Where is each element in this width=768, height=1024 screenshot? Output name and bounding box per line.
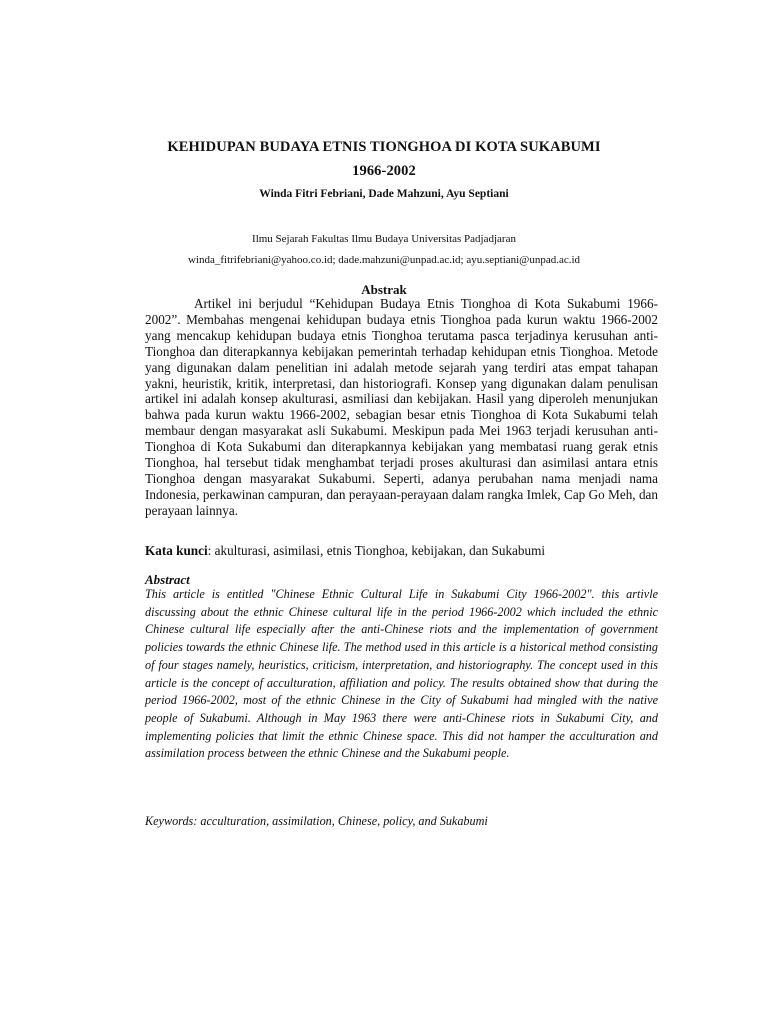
affiliation-institution: Ilmu Sejarah Fakultas Ilmu Budaya Universitas Padjadjaran [252, 233, 516, 245]
paper-title-line-1: KEHIDUPAN BUDAYA ETNIS TIONGHOA DI KOTA SUKABUMI [167, 139, 601, 155]
kata-kunci [145, 543, 658, 559]
keywords: Keywords: acculturation, assimilation, Chinese, policy, and Sukabumi [145, 814, 488, 828]
kata-kunci-label: Kata kunci [145, 543, 208, 558]
abstrak-body: Artikel ini berjudul “Kehidupan Budaya Etnis Tionghoa di Kota Sukabumi 1966-2002”. Membahas mengenai kehidupan budaya etnis Tionghoa pada kurun waktu 1966-2002 yang mencakup kehidupan budaya etnis Tionghoa terutama pasca terjadinya kerusuhan anti-Tionghoa dan diterapkannya kebijakan pemerintah terhadap kehidupan etnis Tionghoa. Metode yang digunakan dalam penelitian ini adalah metode sejarah yang terdiri atas empat tahapan yakni, heuristik, kritik, interpretasi, dan historiografi. Konsep yang digunakan dalam penulisan artikel ini adalah konsep akulturasi, asmiliasi dan kebijakan. Hasil yang diperoleh menunjukan bahwa pada kurun waktu 1966-2002, sebagian besar etnis Tionghoa di Kota Sukabumi telah membaur dengan masyarakat asli Sukabumi. Meskipun pada Mei 1963 terjadi kerusuhan anti-Tionghoa di Kota Sukabumi dan diterapkannya kebijakan yang membatasi ruang gerak etnis Tionghoa, hal tersebut tidak menghambat terjadi proses akulturasi dan asimilasi antara etnis Tionghoa dengan masyarakat Sukabumi. Seperti, adanya perubahan nama menjadi nama Indonesia, perkawinan campuran, dan perayaan-perayaan dalam rangka Imlek, Cap Go Meh, dan perayaan lainnya. [145, 296, 658, 518]
affiliation-emails: winda_fitrifebriani@yahoo.co.id; dade.mahzuni@unpad.ac.id; ayu.septiani@unpad.ac.id [187, 254, 581, 266]
abstract-body: This article is entitled "Chinese Ethnic Cultural Life in Sukabumi City 1966-2002". this artivle discussing about the ethnic Chinese cultural life in the period 1966-2002 which included the ethnic Chinese cultural life especially after the anti-Chinese riots and the implementation of government policies towards the ethnic Chinese life. The method used in this article is a historical method consisting of four stages namely, heuristics, criticism, interpretation, and historiography. The concept used in this article is the concept of acculturation, affiliation and policy. The results obtained show that during the period 1966-2002, most of the ethnic Chinese in the City of Sukabumi had mingled with the native people of Sukabumi. Although in May 1963 there were anti-Chinese riots in Sukabumi City, and implementing policies that limit the ethnic Chinese space. This did not hamper the acculturation and assimilation process between the ethnic Chinese and the Sukabumi people. [145, 587, 658, 761]
paper-title-line-2: 1966-2002 [352, 163, 416, 179]
kata-kunci-text: : akulturasi, asimilasi, etnis Tionghoa, kebijakan, dan Sukabumi [207, 543, 546, 558]
abstract-heading: Abstract [145, 572, 190, 587]
authors: Winda Fitri Febriani, Dade Mahzuni, Ayu Septiani [259, 188, 509, 200]
abstrak-heading: Abstrak [361, 282, 407, 297]
